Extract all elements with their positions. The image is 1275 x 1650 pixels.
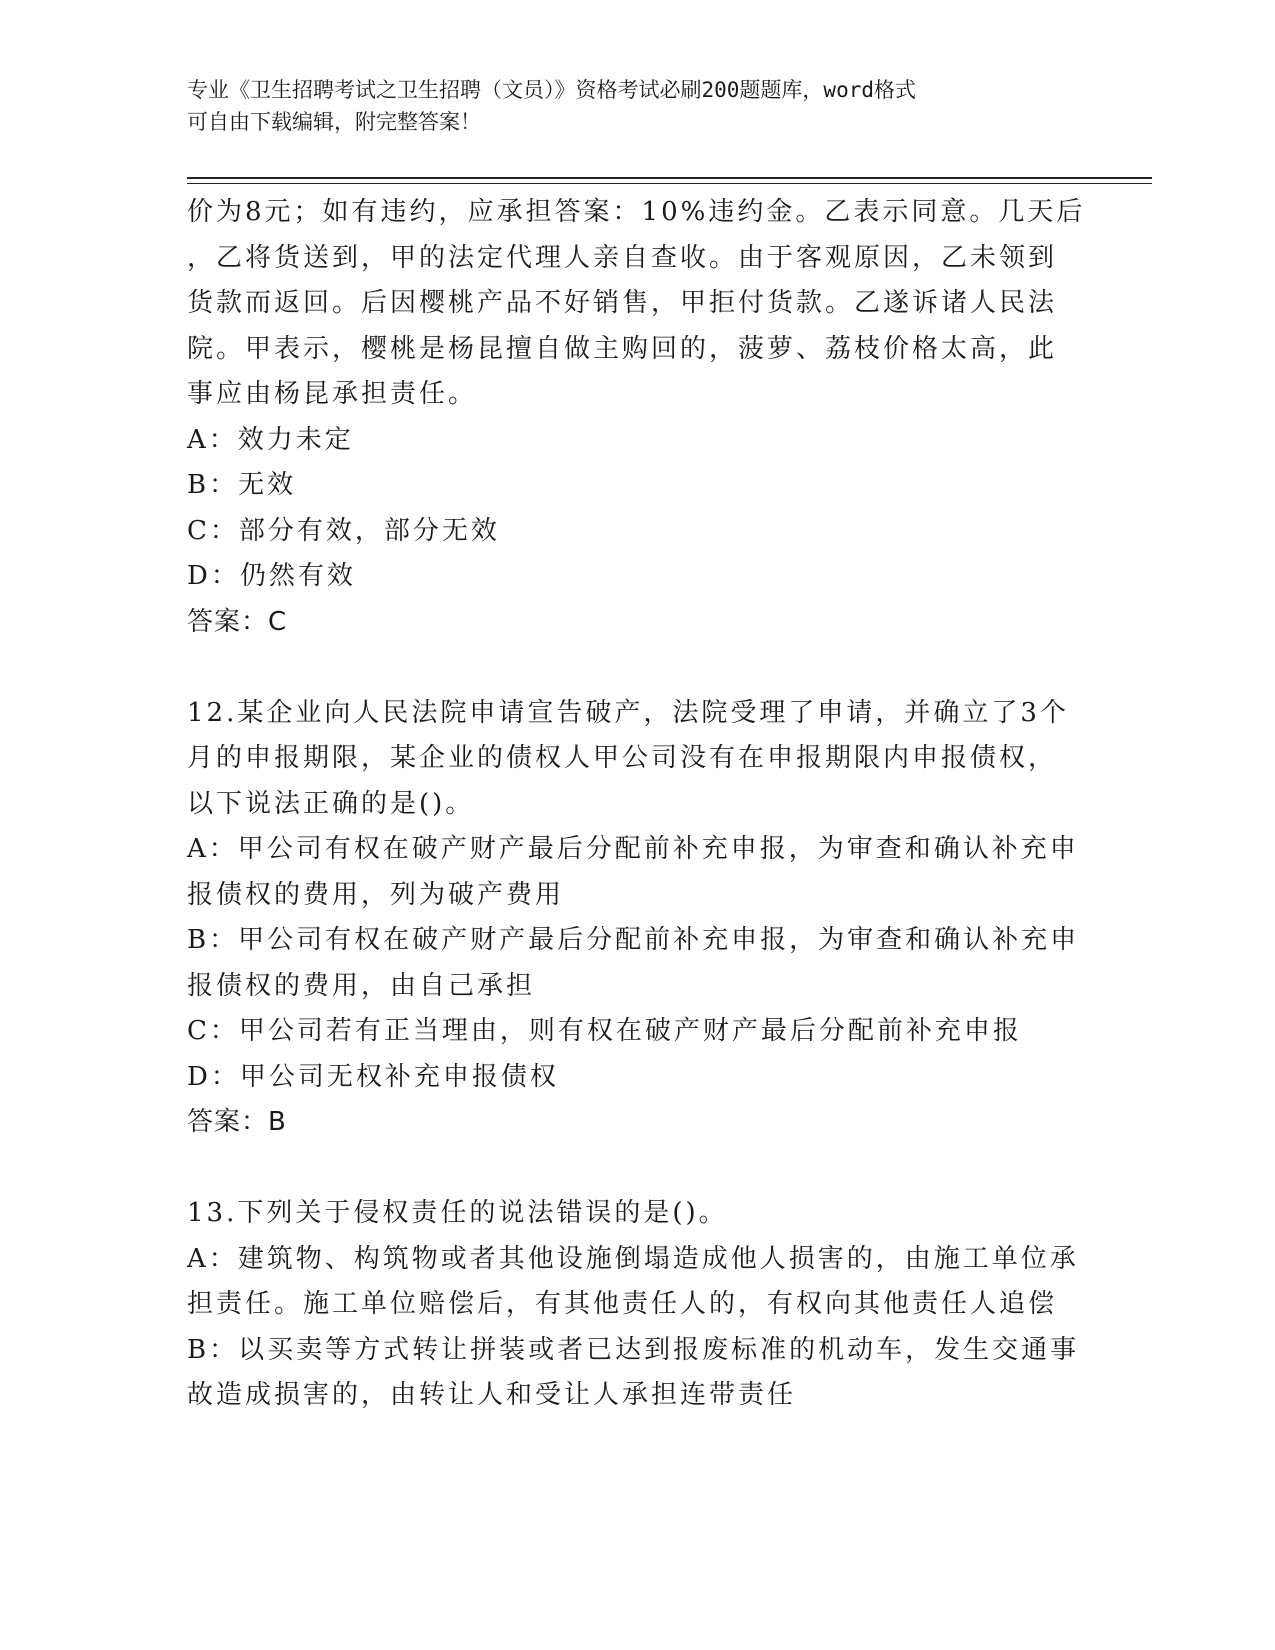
option-b: B：以买卖等方式转让拼装或者已达到报废标准的机动车，发生交通事 [187, 1334, 1080, 1365]
answer-label: 答案：B [187, 1107, 287, 1137]
option-b-cont: 报债权的费用，由自己承担 [187, 970, 536, 1001]
question-stem-line: 事应由杨昆承担责任。 [187, 379, 478, 409]
document-body [187, 190, 1087, 1419]
header-divider-thin [187, 183, 1152, 184]
question-11 [187, 190, 1087, 645]
option-a-cont: 担责任。施工单位赔偿后，有其他责任人的，有权向其他责任人追偿 [187, 1289, 1058, 1319]
option-b: B：无效 [187, 470, 297, 500]
question-13 [187, 1191, 1087, 1419]
answer-label: 答案：C [187, 606, 288, 637]
header-divider [187, 177, 1152, 179]
header-line: 专业《卫生招聘考试之卫生招聘（文员）》资格考试必刷200题题库，word格式 [187, 78, 916, 102]
option-a-cont: 报债权的费用，列为破产费用 [187, 879, 565, 910]
question-stem-line: 院。甲表示，樱桃是杨昆擅自做主购回的，菠萝、荔枝价格太高，此 [187, 333, 1058, 364]
option-c: C：部分有效，部分无效 [187, 515, 500, 546]
option-a: A：效力未定 [187, 424, 354, 455]
question-stem-line: 以下说法正确的是()。 [187, 788, 475, 819]
question-stem-line: 货款而返回。后因樱桃产品不好销售，甲拒付货款。乙遂诉诸人民法 [187, 288, 1058, 318]
question-stem-line: 13.下列关于侵权责任的说法错误的是()。 [187, 1198, 728, 1228]
spacer [187, 645, 1087, 691]
option-c: C：甲公司若有正当理由，则有权在破产财产最后分配前补充申报 [187, 1016, 1022, 1046]
question-stem-line: ，乙将货送到，甲的法定代理人亲自查收。由于客观原因，乙未领到 [187, 242, 1058, 273]
option-a: A：甲公司有权在破产财产最后分配前补充申报，为审查和确认补充申 [187, 834, 1079, 864]
question-stem-line: 12.某企业向人民法院申请宣告破产，法院受理了申请，并确立了3个 [187, 697, 1069, 728]
option-b: B：甲公司有权在破产财产最后分配前补充申报，为审查和确认补充申 [187, 925, 1080, 955]
page-header [187, 74, 1087, 138]
option-a: A：建筑物、构筑物或者其他设施倒塌造成他人损害的，由施工单位承 [187, 1243, 1079, 1274]
header-line: 可自由下载编辑，附完整答案！ [187, 110, 481, 134]
option-d: D：甲公司无权补充申报债权 [187, 1061, 559, 1092]
option-d: D：仍然有效 [187, 561, 356, 591]
question-stem-line: 月的申报期限，某企业的债权人甲公司没有在申报期限内申报债权， [187, 743, 1058, 773]
spacer [187, 1146, 1087, 1192]
question-stem-line: 价为8元；如有违约，应承担答案：10%违约金。乙表示同意。几天后 [187, 197, 1086, 227]
option-b-cont: 故造成损害的，由转让人和受让人承担连带责任 [187, 1380, 797, 1410]
question-12 [187, 691, 1087, 1146]
